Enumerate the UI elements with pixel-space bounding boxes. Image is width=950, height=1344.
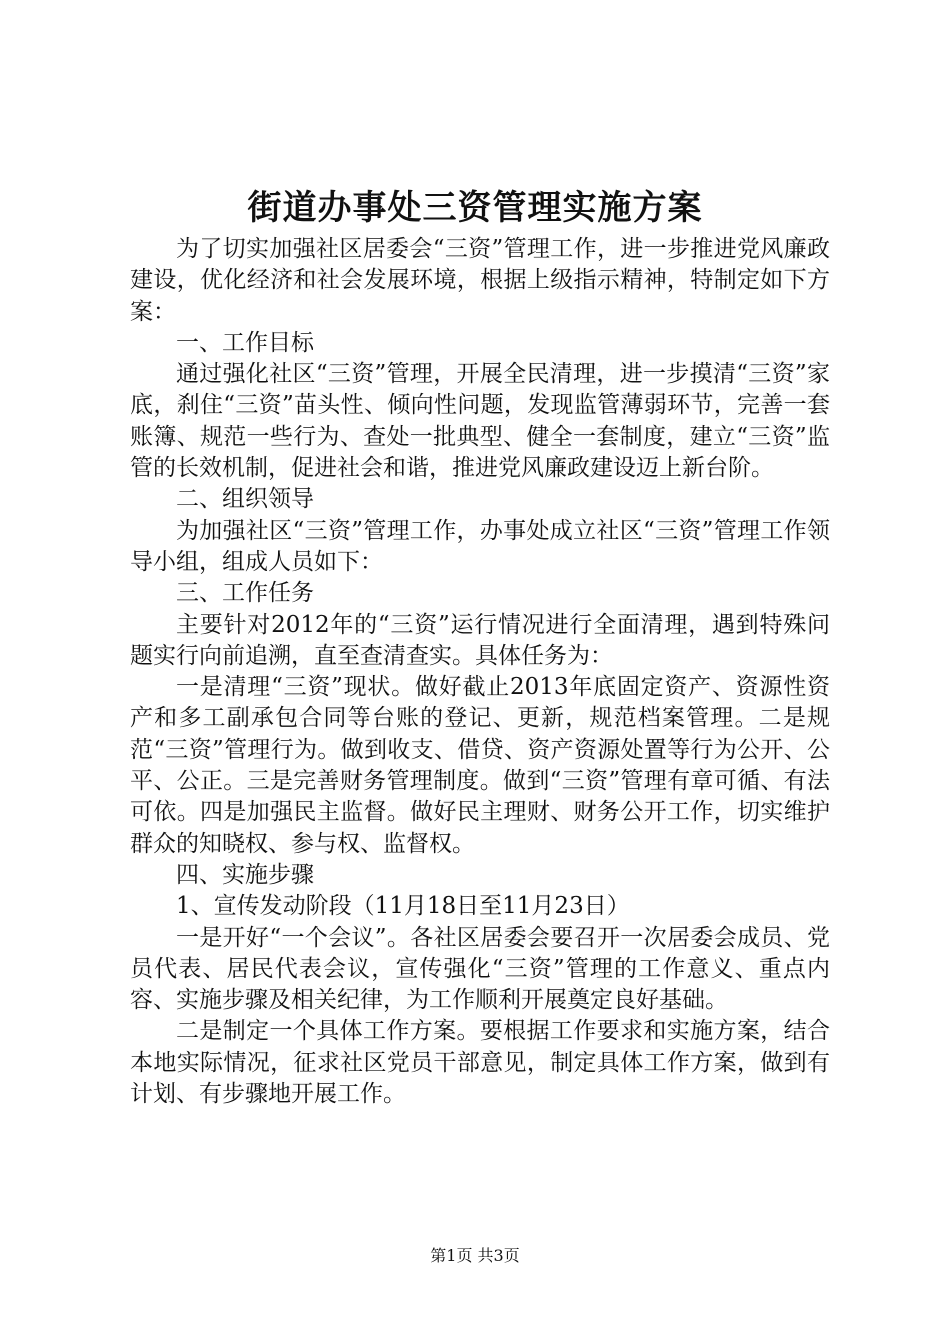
paragraph-work-goal: 通过强化社区“三资”管理，开展全民清理，进一步摸清“三资”家底，刹住“三资”苗头性、倾向性问题，发现监管薄弱环节，完善一套账簿、规范一些行为、查处一批典型、健全一套制度，建立“三资”监管的长效机制，促进社会和谐，推进党风廉政建设迈上新台阶。	[130, 361, 830, 482]
paragraph-organization: 为加强社区“三资”管理工作，办事处成立社区“三资”管理工作领导小组，组成人员如下：	[130, 517, 830, 575]
document-body	[130, 234, 830, 1110]
document-title: 街道办事处三资管理实施方案	[247, 188, 703, 228]
paragraph-intro: 为了切实加强社区居委会“三资”管理工作，进一步推进党风廉政建设，优化经济和社会发展环境，根据上级指示精神，特制定如下方案：	[130, 236, 830, 325]
paragraph-stage-1-plan: 二是制定一个具体工作方案。要根据工作要求和实施方案，结合本地实际情况，征求社区党员干部意见，制定具体工作方案，做到有计划、有步骤地开展工作。	[130, 1018, 830, 1108]
heading-work-tasks: 三、工作任务	[176, 580, 314, 607]
heading-implementation-steps: 四、实施步骤	[176, 861, 314, 888]
heading-work-goal: 一、工作目标	[176, 329, 314, 356]
page-footer: 第1页 共3页	[430, 1246, 520, 1265]
paragraph-task-details: 一是清理“三资”现状。做好截止2013年底固定资产、资源性资产和多工副承包合同等台账的登记、更新，规范档案管理。二是规范“三资”管理行为。做到收支、借贷、资产资源处置等行为公开、公平、公正。三是完善财务管理制度。做到“三资”管理有章可循、有法可依。四是加强民主监督。做好民主理财、财务公开工作，切实维护群众的知晓权、参与权、监督权。	[130, 674, 830, 857]
paragraph-stage-1-meeting: 一是开好“一个会议”。各社区居委会要召开一次居委会成员、党员代表、居民代表会议，宣传强化“三资”管理的工作意义、重点内容、实施步骤及相关纪律，为工作顺利开展奠定良好基础。	[130, 924, 830, 1014]
paragraph-work-tasks: 主要针对2012年的“三资”运行情况进行全面清理，遇到特殊问题实行向前追溯，直至查清查实。具体任务为：	[130, 611, 830, 669]
heading-organization: 二、组织领导	[176, 486, 314, 513]
heading-stage-1: 1、宣传发动阶段（11月18日至11月23日）	[176, 893, 630, 920]
